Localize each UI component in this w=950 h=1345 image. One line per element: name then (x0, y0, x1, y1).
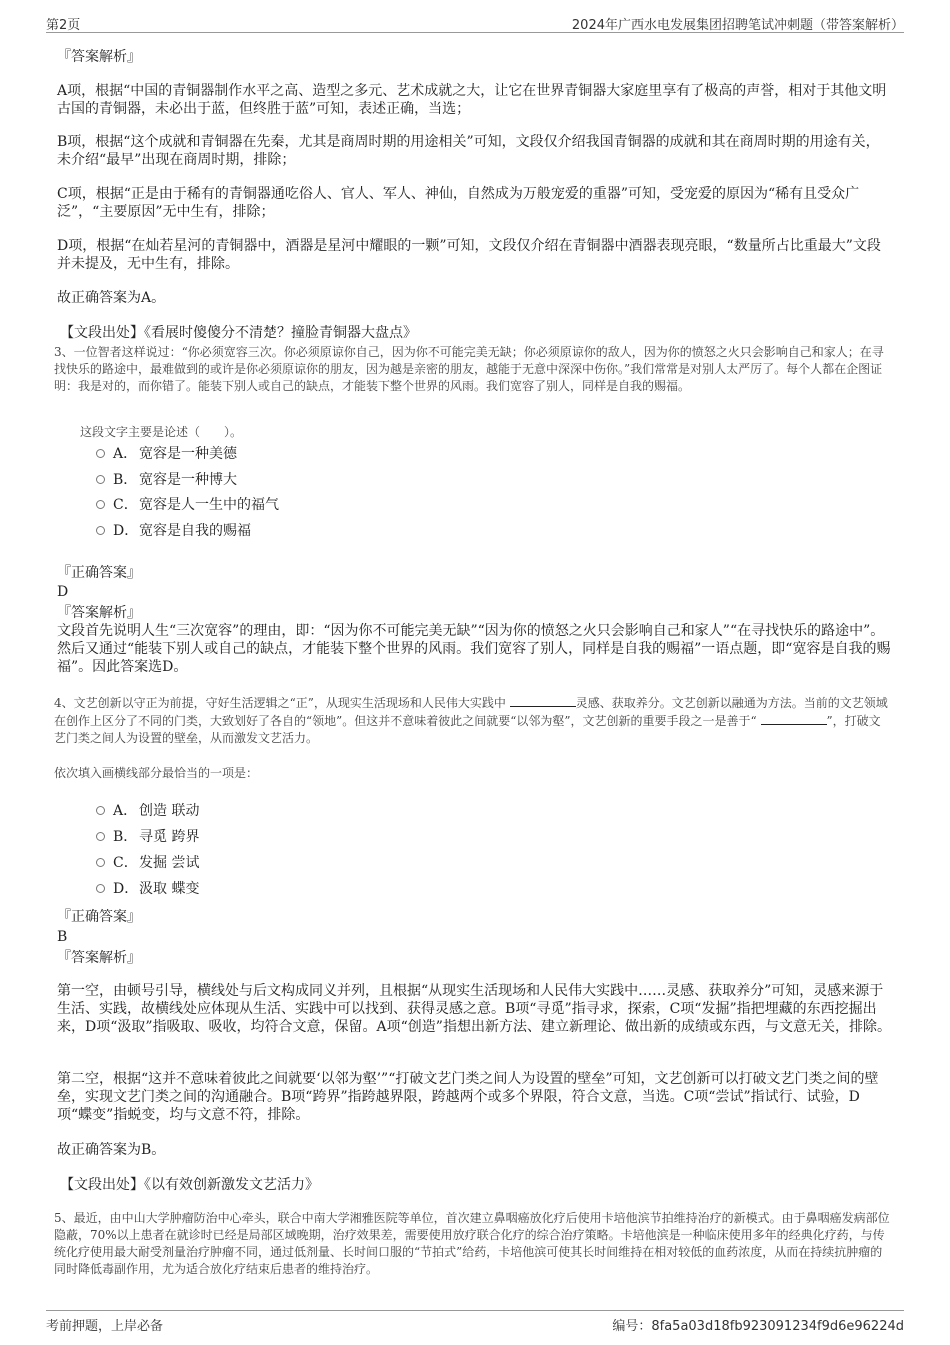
q4-analysis-para-2: 第二空，根据“这并不意味着彼此之间就要‘以邻为壑’”“打破文艺门类之间人为设置的壁垒”可知，文艺创新可以打破文艺门类之间的壁垒，实现文艺门类之间的沟通融合。B项“跨界”指跨越界限，跨越两个或多个界限，符合文意，当选。C项“尝试”指试行、试验，D项“蝶变”指蜕变，均与文意不符，排除。 (57, 1071, 879, 1123)
page-footer (46, 1310, 904, 1333)
q3-option-c[interactable]: C．宽容是人一生中的福气 (96, 495, 279, 515)
page-header (46, 12, 904, 33)
radio-icon[interactable] (96, 500, 105, 509)
blank-1 (510, 694, 576, 707)
q4-source: 【文段出处】《以有效创新激发文艺活力》 (60, 1177, 319, 1193)
q4-analysis-label: 『答案解析』 (57, 950, 141, 966)
q4-option-a[interactable]: A． 创造 联动 (96, 801, 199, 821)
radio-icon[interactable] (96, 832, 105, 841)
radio-icon[interactable] (96, 475, 105, 484)
q3-analysis-label: 『答案解析』 (57, 605, 141, 621)
q2-analysis-para-b: B项，根据“这个成就和青铜器在先秦，尤其是商周时期的用途相关”可知，文段仅介绍我国青铜器的成就和其在商周时期的用途有关，未介绍“最早”出现在商周时期，排除； (57, 134, 880, 168)
document-title: 2024年广西水电发展集团招聘笔试冲刺题（带答案解析） (571, 18, 904, 33)
radio-icon[interactable] (96, 806, 105, 815)
blank-2 (761, 712, 827, 725)
q4-option-c[interactable]: C．发掘 尝试 (96, 853, 199, 873)
q3-option-d[interactable]: D．宽容是自我的赐福 (96, 521, 251, 541)
page-number: 第2页 (46, 18, 81, 33)
q4-prompt: 依次填入画横线部分最恰当的一项是： (54, 766, 259, 780)
q4-analysis-para-1: 第一空，由顿号引导，横线处与后文构成同义并列，且根据“从现实生活现场和人民伟大实践中……灵感、获取养分”可知，灵感来源于生活、实践，故横线处应体现从生活、实践中可以找到、获得灵感之意。B项“寻觅”指寻求，探索，C项“发掘”指把埋藏的东西挖掘出来，D项“汲取”指吸取、吸收，均符合文意，保留。A项“创造”指想出新方法、建立新理论、做出新的成绩或东西，与文意无关，排除。 (57, 983, 891, 1035)
q2-analysis-para-d: D项，根据“在灿若星河的青铜器中，酒器是星河中耀眼的一颗”可知，文段仅介绍在青铜器中酒器表现亮眼，“数量所占比重最大”文段并未提及，无中生有，排除。 (57, 238, 881, 272)
q4-answer: B (57, 929, 68, 945)
q2-source: 【文段出处】《看展时傻傻分不清楚？撞脸青铜器大盘点》 (60, 325, 417, 341)
q3-correct-label: 『正确答案』 (57, 565, 141, 581)
q4-correct-label: 『正确答案』 (57, 909, 141, 925)
radio-icon[interactable] (96, 858, 105, 867)
q2-conclusion: 故正确答案为A。 (57, 290, 166, 306)
q2-analysis-para-a: A项，根据“中国的青铜器制作水平之高、造型之多元、艺术成就之大，让它在世界青铜器大家庭里享有了极高的声誉，相对于其他文明古国的青铜器，未必出于蓝，但终胜于蓝”可知，表述正确，当选； (57, 83, 887, 117)
q4-option-b[interactable]: B． 寻觅 跨界 (96, 827, 199, 847)
q2-analysis-label: 『答案解析』 (57, 49, 141, 65)
radio-icon[interactable] (96, 884, 105, 893)
q3-answer: D (57, 584, 69, 600)
document-id: 编号：8fa5a03d18fb923091234f9d6e96224d (612, 1319, 904, 1334)
q4-conclusion: 故正确答案为B。 (57, 1142, 166, 1158)
q2-analysis-para-c: C项，根据“正是由于稀有的青铜器通吃俗人、官人、军人、神仙，自然成为万般宠爱的重器”可知，受宠爱的原因为“稀有且受众广泛”，“主要原因”无中生有，排除； (57, 186, 860, 220)
q4-stem: 4、文艺创新以守正为前提，守好生活逻辑之“正”，从现实生活现场和人民伟大实践中 灵感、获取养分。文艺创新以融通为方法。当前的文艺领域在创作上区分了不同的门类，大致划好了各自的“领地”。但这并不意味着彼此之间就要“以邻为壑”，文艺创新的重要手段之一是善于“ ”，打破文艺门类之间人为设置的壁垒，从而激发文艺活力。 (54, 696, 888, 745)
footer-slogan: 考前押题，上岸必备 (46, 1319, 164, 1334)
q3-option-a[interactable]: A． 宽容是一种美德 (96, 444, 237, 464)
q4-option-d[interactable]: D．汲取 蝶变 (96, 879, 199, 899)
q3-stem: 3、一位智者这样说过：“你必须宽容三次。你必须原谅你自己，因为你不可能完美无缺；你必须原谅你的敌人，因为你的愤怒之火只会影响自己和家人；在寻找快乐的路途中，最难做到的或许是你必须原谅你的朋友，因为越是亲密的朋友，越能于无意中深深中伤你。”我们常常是对别人太严厉了。每个人都在企图证明：我是对的，而你错了。能装下别人或自己的缺点，才能装下整个世界的风雨。我们宽容了别人，同样是自我的赐福。 (54, 345, 884, 393)
q3-prompt: 这段文字主要是论述（ ）。 (80, 425, 243, 439)
q5-stem: 5、最近，由中山大学肿瘤防治中心牵头，联合中南大学湘雅医院等单位，首次建立鼻咽癌放化疗后使用卡培他滨节拍维持治疗的新模式。由于鼻咽癌发病部位隐蔽，70%以上患者在就诊时已经是局部区域晚期，治疗效果差，需要使用放疗联合化疗的综合治疗策略。卡培他滨是一种临床使用多年的经典化疗药，与传统化疗使用最大耐受剂量治疗肿瘤不同，通过低剂量、长时间口服的“节拍式”给药，卡培他滨可使其长时间维持在相对较低的血药浓度，从而在持续抗肿瘤的同时降低毒副作用，尤为适合放化疗结束后患者的维持治疗。 (54, 1211, 890, 1276)
radio-icon[interactable] (96, 526, 105, 535)
q3-option-b[interactable]: B． 宽容是一种博大 (96, 470, 237, 490)
q3-analysis: 文段首先说明人生“三次宽容”的理由，即：“因为你不可能完美无缺”“因为你的愤怒之火只会影响自己和家人”“在寻找快乐的路途中”。然后又通过“能装下别人或自己的缺点，才能装下整个世界的风雨。我们宽容了别人，同样是自我的赐福”一语点题，即“宽容是自我的赐福”。因此答案选D。 (57, 623, 891, 675)
radio-icon[interactable] (96, 449, 105, 458)
